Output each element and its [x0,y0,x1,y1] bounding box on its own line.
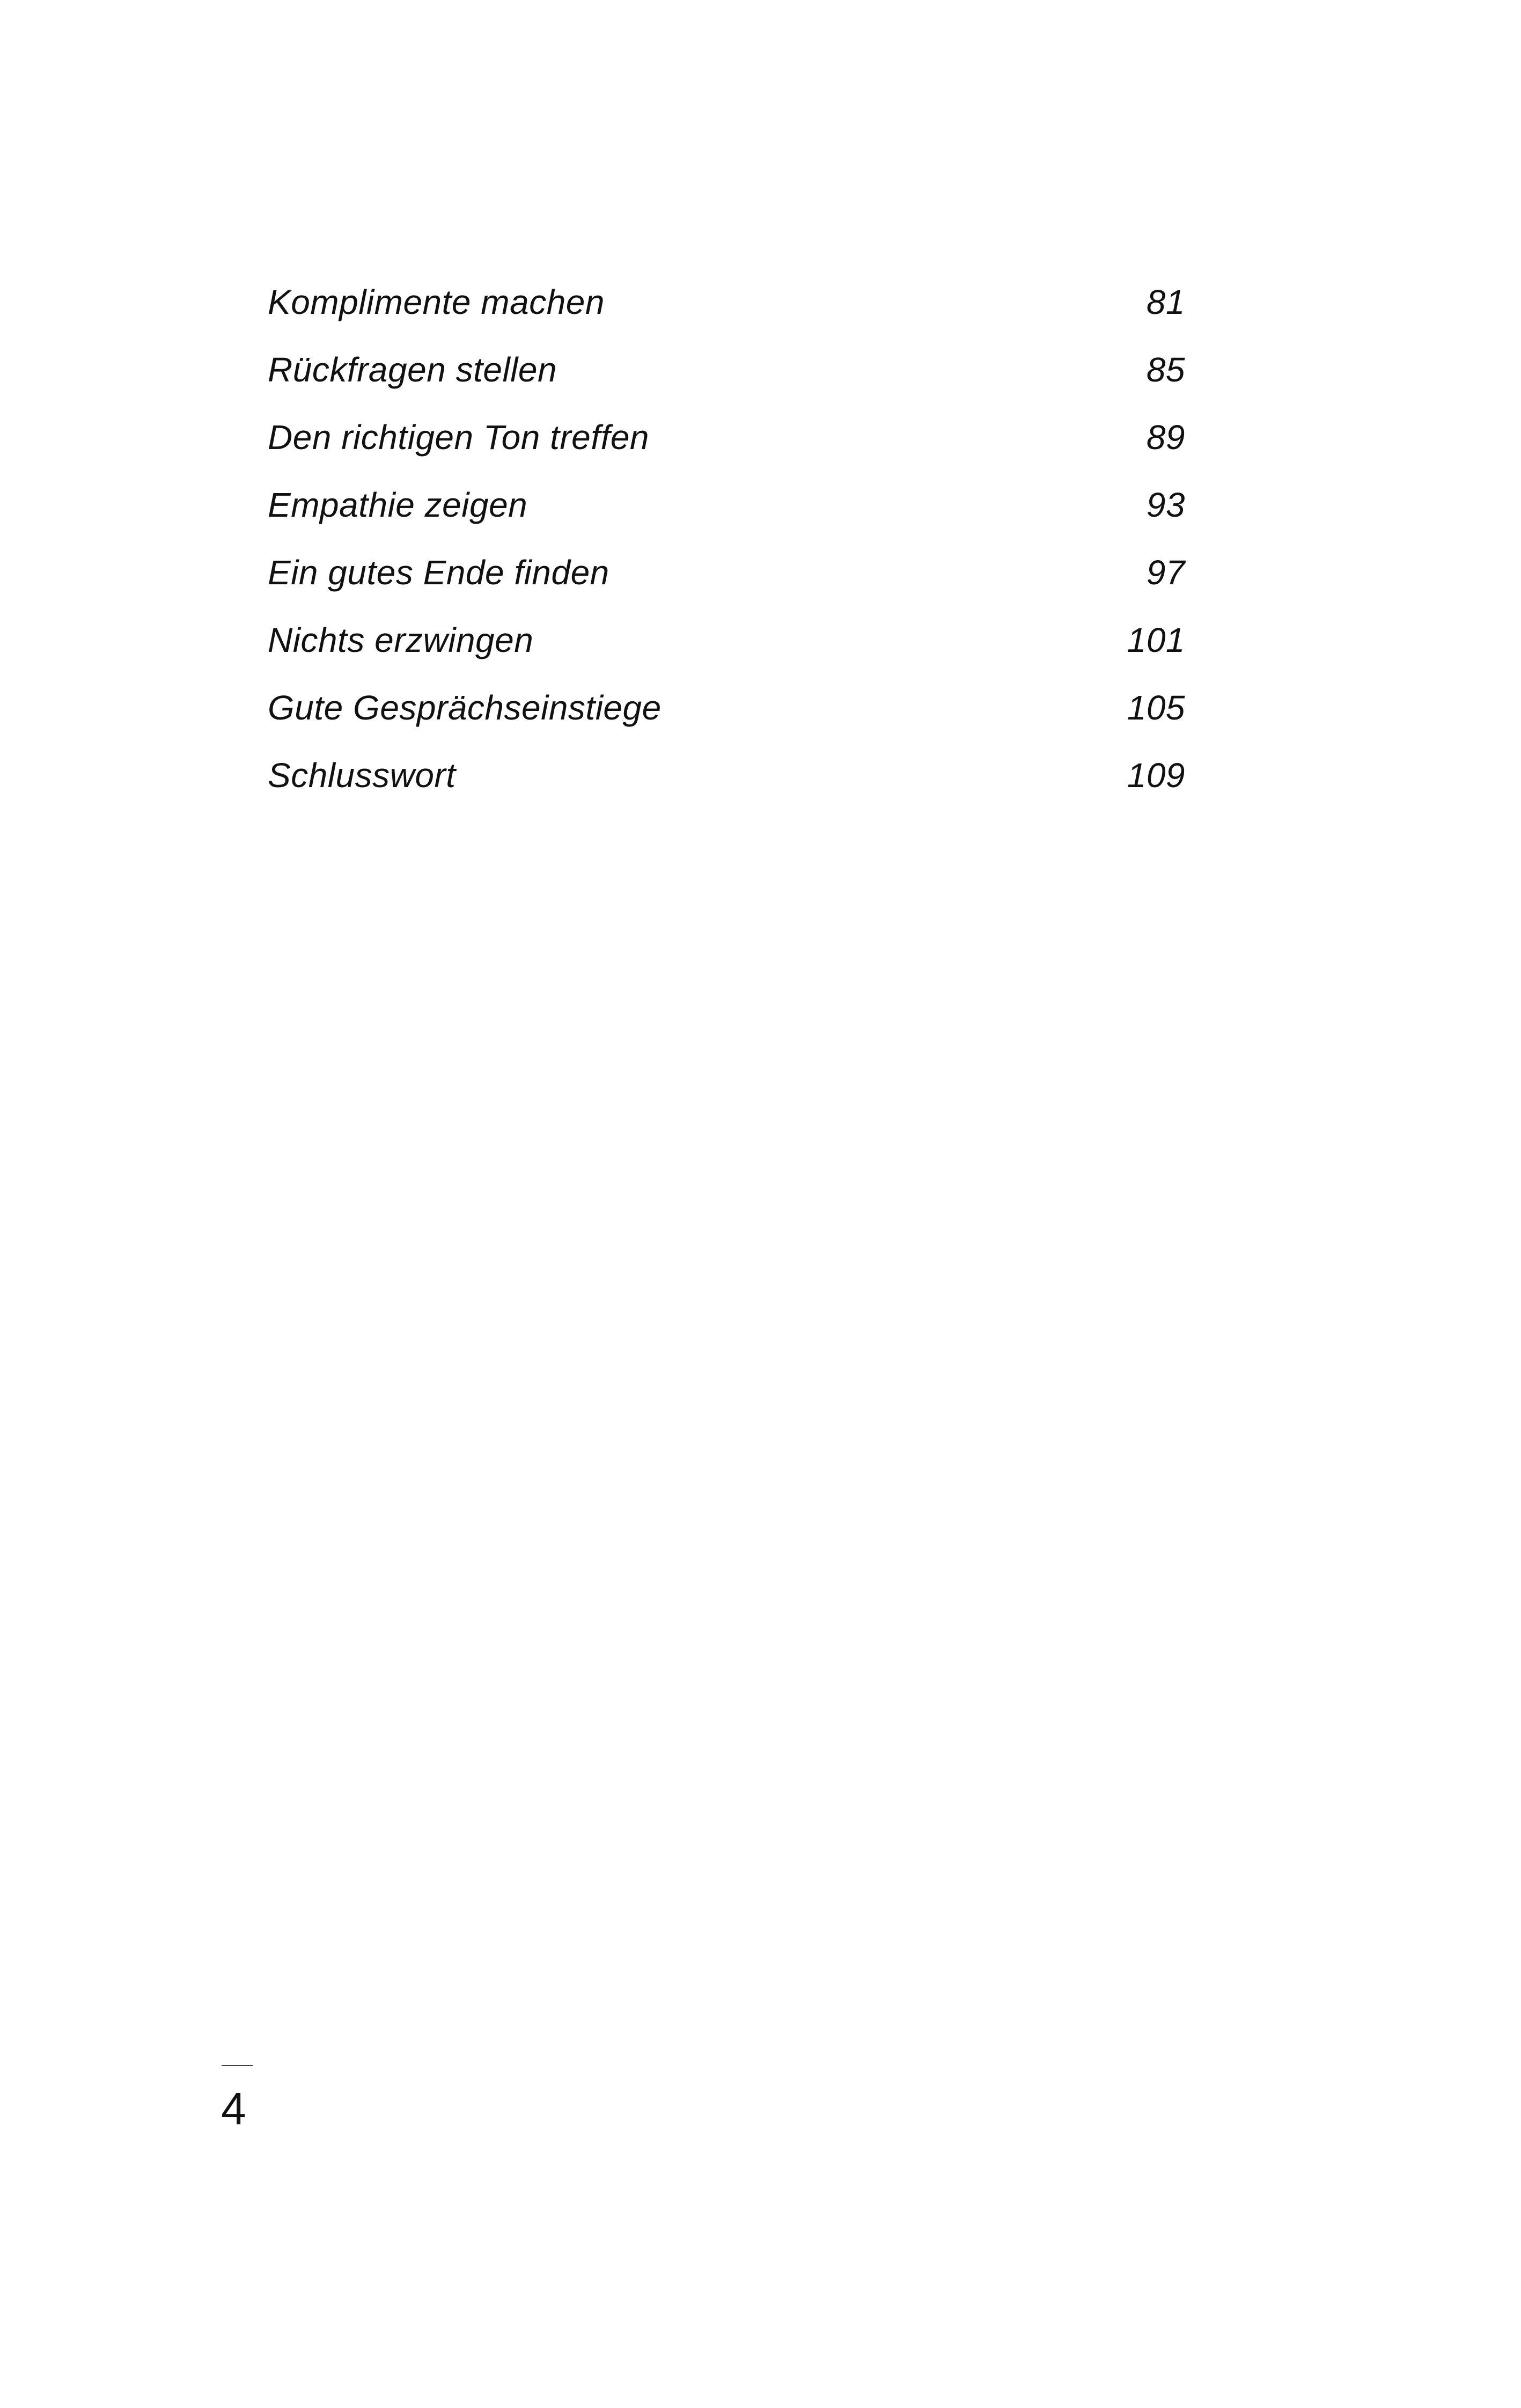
toc-entry-title: Den richtigen Ton treffen [268,418,649,457]
toc-entry-page: 81 [1146,283,1185,321]
toc-entry-page: 101 [1127,621,1185,659]
toc-entry[interactable] [268,268,1185,336]
table-of-contents [268,268,1185,809]
toc-entry-title: Schlusswort [268,756,456,795]
toc-entry-title: Komplimente machen [268,283,605,321]
toc-entry-page: 89 [1146,418,1185,457]
toc-entry-title: Nichts erzwingen [268,621,534,659]
toc-entry-title: Rückfragen stellen [268,350,557,389]
toc-entry-page: 93 [1146,486,1185,524]
toc-entry-title: Ein gutes Ende finden [268,553,609,592]
toc-entry-title: Empathie zeigen [268,486,528,524]
toc-entry[interactable] [268,403,1185,471]
footer-rule [222,2065,253,2066]
toc-entry[interactable] [268,674,1185,742]
toc-entry-page: 97 [1146,553,1185,592]
page-number: 4 [221,2083,246,2134]
toc-entry[interactable] [268,336,1185,403]
toc-entry[interactable] [268,606,1185,674]
toc-entry[interactable] [268,471,1185,539]
toc-entry-title: Gute Gesprächseinstiege [268,688,662,727]
toc-entry-page: 85 [1146,350,1185,389]
toc-entry-page: 109 [1127,756,1185,795]
toc-entry[interactable] [268,742,1185,809]
toc-entry[interactable] [268,539,1185,606]
toc-entry-page: 105 [1127,688,1185,727]
